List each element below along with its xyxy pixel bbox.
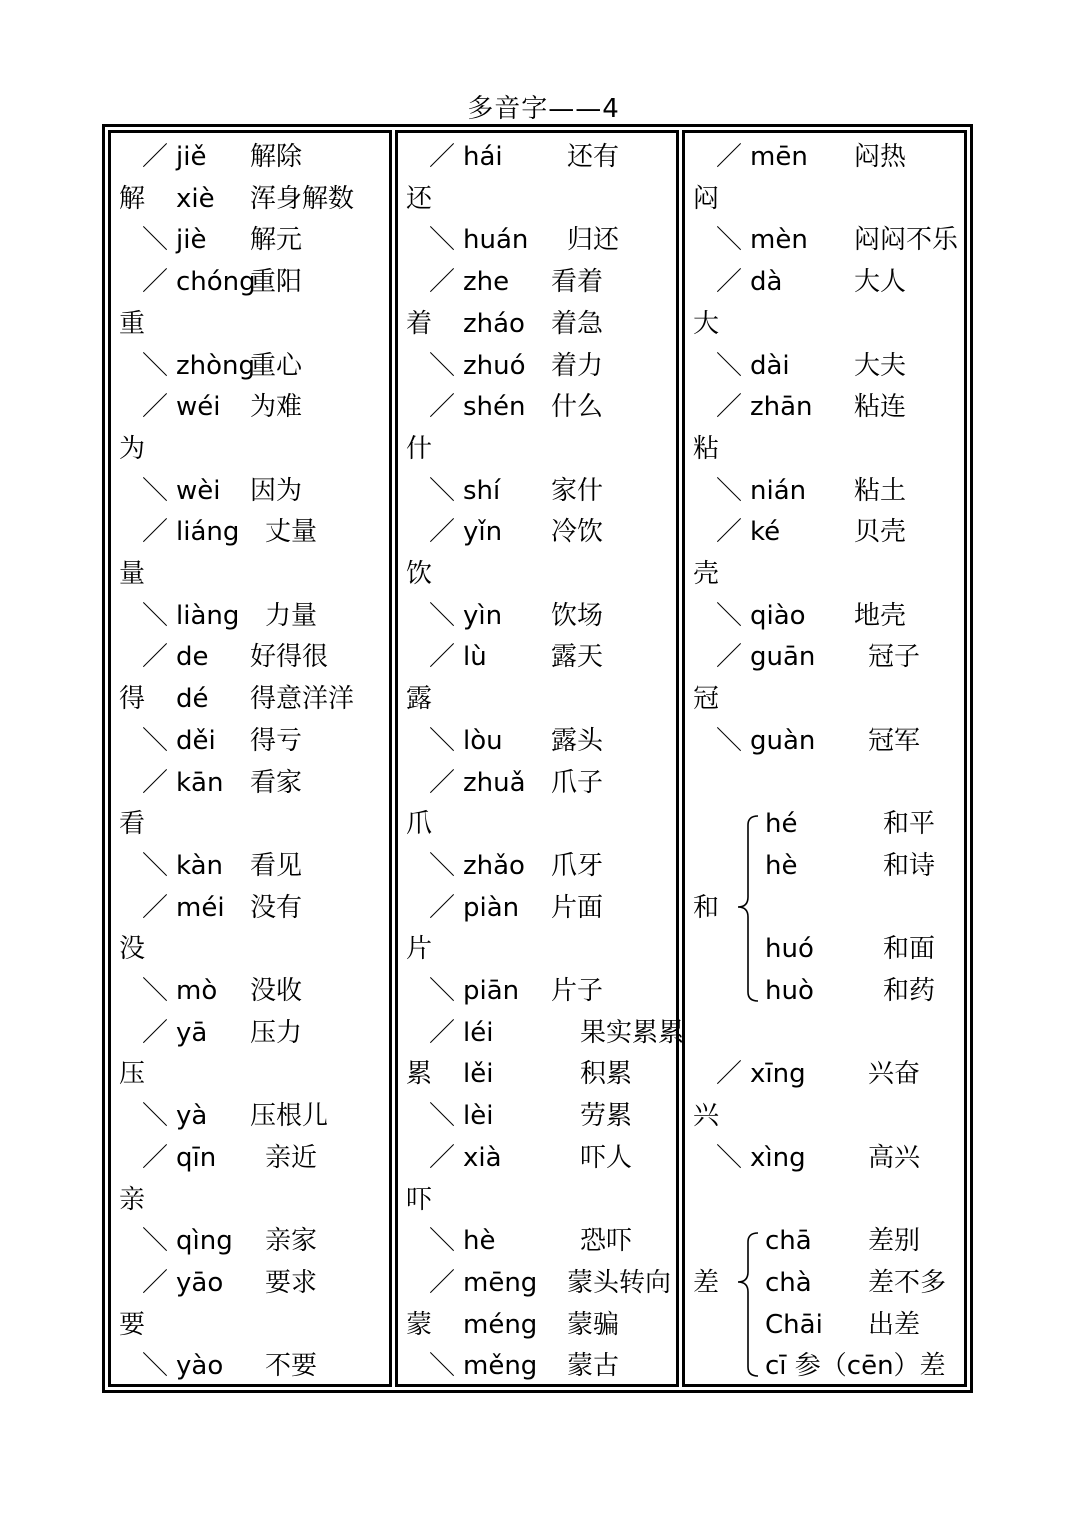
tone-mark: ／ bbox=[429, 142, 456, 172]
polyphone-char: 壳 bbox=[693, 559, 720, 589]
example-word: 压力 bbox=[250, 1018, 303, 1048]
pinyin-reading: mēng bbox=[463, 1268, 538, 1298]
pinyin-reading: hái bbox=[463, 142, 503, 172]
pinyin-reading: huán bbox=[463, 225, 529, 255]
tone-mark: ＼ bbox=[142, 1101, 169, 1131]
pinyin-reading: zhòng bbox=[176, 351, 256, 381]
tone-mark: ／ bbox=[142, 392, 169, 422]
polyphone-char: 亲 bbox=[119, 1185, 146, 1215]
example-word: 重心 bbox=[250, 351, 303, 381]
pinyin-reading: dài bbox=[750, 351, 790, 381]
polyphone-char: 什 bbox=[406, 434, 433, 464]
polyphone-char: 蒙 bbox=[406, 1310, 433, 1340]
polyphone-char: 兴 bbox=[693, 1101, 720, 1131]
example-word: 大夫 bbox=[854, 351, 907, 381]
example-word: 贝壳 bbox=[854, 517, 907, 547]
example-word: 和诗 bbox=[883, 851, 936, 881]
example-word: 露头 bbox=[551, 726, 604, 756]
example-word: 好得很 bbox=[250, 642, 329, 672]
pinyin-reading: shén bbox=[463, 392, 526, 422]
example-word: 爪牙 bbox=[551, 851, 604, 881]
tone-mark: ＼ bbox=[429, 1226, 456, 1256]
example-word: 浑身解数 bbox=[250, 184, 355, 214]
pinyin-reading: de bbox=[176, 642, 209, 672]
example-word: 还有 bbox=[567, 142, 620, 172]
tone-mark: ＼ bbox=[716, 225, 743, 255]
pinyin-reading: lòu bbox=[463, 726, 503, 756]
example-word: 恐吓 bbox=[580, 1226, 633, 1256]
pinyin-reading: méi bbox=[176, 893, 225, 923]
example-word: 片面 bbox=[551, 893, 604, 923]
polyphone-char: 闷 bbox=[693, 184, 720, 214]
example-word: 露天 bbox=[551, 642, 604, 672]
polyphone-char: 露 bbox=[406, 684, 433, 714]
example-word: 解除 bbox=[250, 142, 303, 172]
tone-mark: ／ bbox=[716, 1059, 743, 1089]
polyphone-char: 重 bbox=[119, 309, 146, 339]
brace-icon bbox=[734, 815, 764, 1002]
tone-mark: ／ bbox=[429, 267, 456, 297]
tone-mark: ／ bbox=[429, 893, 456, 923]
pinyin-reading: guān bbox=[750, 642, 816, 672]
polyphone-char: 累 bbox=[406, 1059, 433, 1089]
pinyin-reading: Chāi bbox=[765, 1310, 823, 1340]
example-word: 地壳 bbox=[854, 601, 907, 631]
polyphone-char: 和 bbox=[693, 893, 720, 923]
pinyin-reading: jiě bbox=[176, 142, 207, 172]
pinyin-reading: yā bbox=[176, 1018, 208, 1048]
pinyin-reading: lěi bbox=[463, 1059, 494, 1089]
pinyin-reading: qìng bbox=[176, 1226, 233, 1256]
pinyin-reading: zhuǎ bbox=[463, 768, 526, 798]
pinyin-reading: nián bbox=[750, 476, 807, 506]
pinyin-reading: mèn bbox=[750, 225, 808, 255]
example-word: 要求 bbox=[265, 1268, 318, 1298]
pinyin-reading: yìn bbox=[463, 601, 503, 631]
tone-mark: ＼ bbox=[142, 1351, 169, 1381]
tone-mark: ／ bbox=[429, 1018, 456, 1048]
polyphone-char: 得 bbox=[119, 684, 146, 714]
example-word: 解元 bbox=[250, 225, 303, 255]
polyphone-char: 量 bbox=[119, 559, 146, 589]
pinyin-reading: huò bbox=[765, 976, 814, 1006]
pinyin-reading: guàn bbox=[750, 726, 816, 756]
pinyin-reading: xìng bbox=[750, 1143, 806, 1173]
example-word: 蒙头转向 bbox=[567, 1268, 672, 1298]
example-word: 吓人 bbox=[580, 1143, 633, 1173]
pinyin-reading: chā bbox=[765, 1226, 812, 1256]
tone-mark: ＼ bbox=[429, 851, 456, 881]
tone-mark: ／ bbox=[142, 642, 169, 672]
tone-mark: ／ bbox=[429, 392, 456, 422]
example-word: 冷饮 bbox=[551, 517, 604, 547]
pinyin-reading: dé bbox=[176, 684, 209, 714]
pinyin-reading: zhān bbox=[750, 392, 813, 422]
tone-mark: ＼ bbox=[716, 351, 743, 381]
example-word: 什么 bbox=[551, 392, 604, 422]
pinyin-reading: cī 参（cēn）差 bbox=[765, 1351, 946, 1381]
pinyin-reading: xīng bbox=[750, 1059, 806, 1089]
pinyin-reading: liàng bbox=[176, 601, 240, 631]
pinyin-reading: zhuó bbox=[463, 351, 526, 381]
pinyin-reading: piàn bbox=[463, 893, 520, 923]
example-word: 家什 bbox=[551, 476, 604, 506]
brace-icon bbox=[734, 1232, 764, 1377]
example-word: 和面 bbox=[883, 934, 936, 964]
example-word: 力量 bbox=[265, 601, 318, 631]
tone-mark: ＼ bbox=[142, 1226, 169, 1256]
example-word: 冠子 bbox=[868, 642, 921, 672]
tone-mark: ／ bbox=[716, 267, 743, 297]
pinyin-reading: měng bbox=[463, 1351, 538, 1381]
column-3 bbox=[682, 130, 967, 1387]
example-word: 压根儿 bbox=[250, 1101, 329, 1131]
example-word: 着急 bbox=[551, 309, 604, 339]
tone-mark: ＼ bbox=[429, 351, 456, 381]
example-word: 丈量 bbox=[265, 517, 318, 547]
tone-mark: ／ bbox=[429, 642, 456, 672]
pinyin-reading: mò bbox=[176, 976, 218, 1006]
tone-mark: ／ bbox=[142, 517, 169, 547]
pinyin-reading: yāo bbox=[176, 1268, 224, 1298]
polyphone-char: 饮 bbox=[406, 559, 433, 589]
tone-mark: ＼ bbox=[429, 476, 456, 506]
pinyin-reading: xiè bbox=[176, 184, 215, 214]
tone-mark: ＼ bbox=[142, 351, 169, 381]
example-word: 差不多 bbox=[868, 1268, 947, 1298]
pinyin-reading: lù bbox=[463, 642, 487, 672]
pinyin-reading: kān bbox=[176, 768, 224, 798]
example-word: 不要 bbox=[265, 1351, 318, 1381]
pinyin-reading: wèi bbox=[176, 476, 221, 506]
example-word: 重阳 bbox=[250, 267, 303, 297]
example-word: 没有 bbox=[250, 893, 303, 923]
tone-mark: ／ bbox=[429, 768, 456, 798]
pinyin-reading: zháo bbox=[463, 309, 525, 339]
pinyin-reading: děi bbox=[176, 726, 216, 756]
polyphone-char: 粘 bbox=[693, 434, 720, 464]
pinyin-reading: ké bbox=[750, 517, 781, 547]
pinyin-reading: kàn bbox=[176, 851, 224, 881]
polyphone-char: 要 bbox=[119, 1310, 146, 1340]
example-word: 看家 bbox=[250, 768, 303, 798]
example-word: 蒙骗 bbox=[567, 1310, 620, 1340]
tone-mark: ／ bbox=[142, 1018, 169, 1048]
tone-mark: ＼ bbox=[716, 1143, 743, 1173]
tone-mark: ／ bbox=[716, 517, 743, 547]
pinyin-reading: lèi bbox=[463, 1101, 494, 1131]
example-word: 因为 bbox=[250, 476, 303, 506]
pinyin-reading: jiè bbox=[176, 225, 207, 255]
tone-mark: ／ bbox=[142, 1268, 169, 1298]
polyphone-char: 差 bbox=[693, 1268, 720, 1298]
example-word: 亲近 bbox=[265, 1143, 318, 1173]
polyphone-char: 冠 bbox=[693, 684, 720, 714]
tone-mark: ＼ bbox=[429, 1351, 456, 1381]
example-word: 冠军 bbox=[868, 726, 921, 756]
tone-mark: ＼ bbox=[429, 1101, 456, 1131]
example-word: 着力 bbox=[551, 351, 604, 381]
tone-mark: ／ bbox=[142, 893, 169, 923]
tone-mark: ＼ bbox=[429, 601, 456, 631]
column-1 bbox=[108, 130, 392, 1387]
polyphone-char: 解 bbox=[119, 184, 146, 214]
tone-mark: ／ bbox=[716, 142, 743, 172]
tone-mark: ／ bbox=[142, 768, 169, 798]
tone-mark: ／ bbox=[429, 1268, 456, 1298]
tone-mark: ／ bbox=[429, 517, 456, 547]
tone-mark: ／ bbox=[142, 267, 169, 297]
polyphone-char: 没 bbox=[119, 934, 146, 964]
pinyin-reading: piān bbox=[463, 976, 520, 1006]
example-word: 闷热 bbox=[854, 142, 907, 172]
example-word: 归还 bbox=[567, 225, 620, 255]
example-word: 饮场 bbox=[551, 601, 604, 631]
example-word: 没收 bbox=[250, 976, 303, 1006]
pinyin-reading: huó bbox=[765, 934, 814, 964]
pinyin-reading: xià bbox=[463, 1143, 502, 1173]
pinyin-reading: yǐn bbox=[463, 517, 503, 547]
example-word: 高兴 bbox=[868, 1143, 921, 1173]
pinyin-reading: yà bbox=[176, 1101, 208, 1131]
pinyin-reading: hè bbox=[463, 1226, 496, 1256]
tone-mark: ＼ bbox=[429, 976, 456, 1006]
tone-mark: ＼ bbox=[142, 476, 169, 506]
example-word: 蒙古 bbox=[567, 1351, 620, 1381]
example-word: 出差 bbox=[868, 1310, 921, 1340]
example-word: 得亏 bbox=[250, 726, 303, 756]
tone-mark: ／ bbox=[716, 642, 743, 672]
polyphone-char: 为 bbox=[119, 434, 146, 464]
pinyin-reading: wéi bbox=[176, 392, 221, 422]
pinyin-reading: mēn bbox=[750, 142, 808, 172]
tone-mark: ＼ bbox=[429, 225, 456, 255]
tone-mark: ＼ bbox=[142, 601, 169, 631]
example-word: 果实累累 bbox=[580, 1018, 685, 1048]
tone-mark: ＼ bbox=[142, 726, 169, 756]
pinyin-reading: dà bbox=[750, 267, 783, 297]
pinyin-reading: qīn bbox=[176, 1143, 217, 1173]
pinyin-reading: liáng bbox=[176, 517, 240, 547]
example-word: 片子 bbox=[551, 976, 604, 1006]
example-word: 为难 bbox=[250, 392, 303, 422]
example-word: 劳累 bbox=[580, 1101, 633, 1131]
pinyin-reading: qiào bbox=[750, 601, 806, 631]
polyphone-char: 片 bbox=[406, 934, 433, 964]
tone-mark: ＼ bbox=[429, 726, 456, 756]
polyphone-char: 大 bbox=[693, 309, 720, 339]
example-word: 闷闷不乐 bbox=[854, 225, 959, 255]
example-word: 爪子 bbox=[551, 768, 604, 798]
polyphone-char: 还 bbox=[406, 184, 433, 214]
polyphone-char: 着 bbox=[406, 309, 433, 339]
tone-mark: ＼ bbox=[142, 976, 169, 1006]
pinyin-reading: yào bbox=[176, 1351, 224, 1381]
polyphone-char: 爪 bbox=[406, 809, 433, 839]
pinyin-reading: shí bbox=[463, 476, 501, 506]
example-word: 看见 bbox=[250, 851, 303, 881]
tone-mark: ／ bbox=[142, 1143, 169, 1173]
example-word: 得意洋洋 bbox=[250, 684, 355, 714]
tone-mark: ＼ bbox=[716, 601, 743, 631]
tone-mark: ＼ bbox=[142, 225, 169, 255]
example-word: 差别 bbox=[868, 1226, 921, 1256]
pinyin-reading: léi bbox=[463, 1018, 494, 1048]
example-word: 和平 bbox=[883, 809, 936, 839]
tone-mark: ／ bbox=[716, 392, 743, 422]
pinyin-reading: chà bbox=[765, 1268, 812, 1298]
pinyin-reading: hè bbox=[765, 851, 798, 881]
example-word: 积累 bbox=[580, 1059, 633, 1089]
tone-mark: ／ bbox=[429, 1143, 456, 1173]
tone-mark: ／ bbox=[142, 142, 169, 172]
example-word: 看着 bbox=[551, 267, 604, 297]
example-word: 兴奋 bbox=[868, 1059, 921, 1089]
example-word: 亲家 bbox=[265, 1226, 318, 1256]
example-word: 大人 bbox=[854, 267, 907, 297]
pinyin-reading: zhe bbox=[463, 267, 510, 297]
polyphone-char: 压 bbox=[119, 1059, 146, 1089]
polyphone-char: 吓 bbox=[406, 1185, 433, 1215]
tone-mark: ＼ bbox=[716, 726, 743, 756]
tone-mark: ＼ bbox=[716, 476, 743, 506]
pinyin-reading: hé bbox=[765, 809, 798, 839]
example-word: 粘连 bbox=[854, 392, 907, 422]
example-word: 和药 bbox=[883, 976, 936, 1006]
column-2 bbox=[395, 130, 679, 1387]
pinyin-reading: méng bbox=[463, 1310, 538, 1340]
polyphone-char: 看 bbox=[119, 809, 146, 839]
pinyin-reading: zhǎo bbox=[463, 851, 525, 881]
example-word: 粘土 bbox=[854, 476, 907, 506]
pinyin-reading: chóng bbox=[176, 267, 256, 297]
page-title: 多音字——4 bbox=[467, 94, 620, 124]
tone-mark: ＼ bbox=[142, 851, 169, 881]
